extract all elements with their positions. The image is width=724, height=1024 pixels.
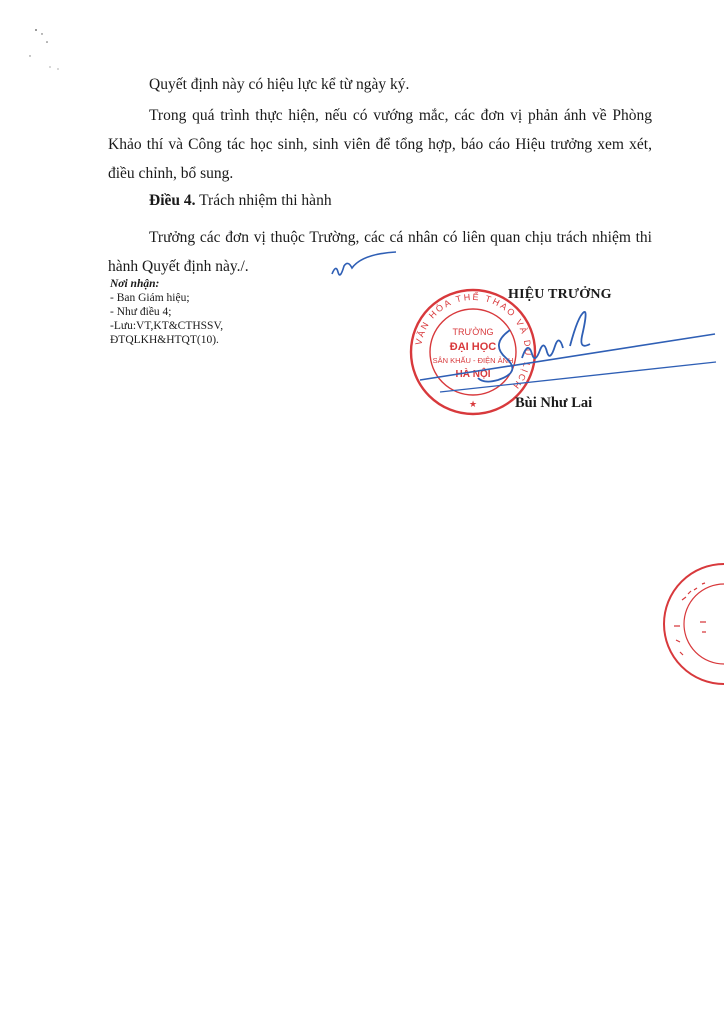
scan-specks [22,22,72,82]
implementation-clause: Trong quá trình thực hiện, nếu có vướng mắc, các đơn vị phản ánh về Phòng Khảo thí và Công tác học sinh, sinh viên để tổng hợp, báo cáo Hiệu trưởng xem xét, điều chỉnh, bổ sung. [108,107,652,182]
recipients-list [110,291,223,347]
article-label: Điều 4. [149,192,196,209]
seal-line-1: TRƯỜNG [452,327,494,337]
seal-line-4: HÀ NỘI [455,369,491,380]
effective-clause: Quyết định này có hiệu lực kể từ ngày ký. [149,76,410,93]
seal-star-icon: ★ [468,399,478,409]
seal-ring-text: VĂN HÓA THỂ THAO VÀ DU LỊCH [413,291,534,392]
signatory-title: HIỆU TRƯỞNG [508,287,612,302]
signatory-name: Bùi Như Lai [515,395,593,411]
recipients-block [110,277,223,347]
recipient-item: -Lưu:VT,KT&CTHSSV, [110,320,224,332]
recipients-heading: Nơi nhận: [110,278,160,290]
side-seal-fragment [660,560,724,690]
seal-line-2: ĐẠI HỌC [449,341,497,353]
article-4-heading [108,186,652,215]
recipient-item: ĐTQLKH&HTQT(10). [110,334,219,346]
recipient-item: - Ban Giám hiệu; [110,292,190,304]
handwritten-signature [410,300,720,410]
article-title: Trách nhiệm thi hành [199,192,332,209]
recipient-item: - Như điều 4; [110,306,172,318]
article-4-body: Trưởng các đơn vị thuộc Trường, các cá nhân có liên quan chịu trách nhiệm thi hành Quyết định này./. [108,229,652,275]
seal-line-3: SÂN KHẤU - ĐIỆN ẢNH [432,356,514,365]
initial-mark [318,248,398,284]
